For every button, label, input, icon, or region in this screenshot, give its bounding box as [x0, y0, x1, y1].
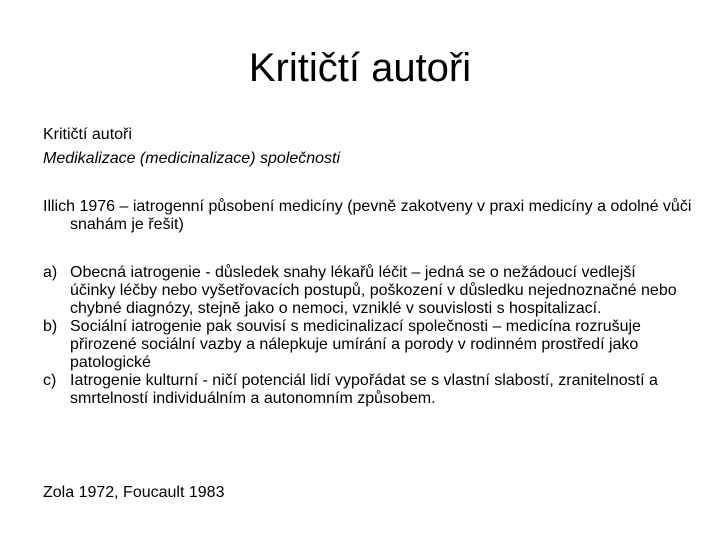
list-marker: a) [43, 264, 58, 281]
list-marker: c) [43, 372, 57, 389]
list-item-c [43, 372, 683, 408]
section-subheading: Medikalizace (medicinalizace) společnosti [43, 150, 341, 167]
list-item-a [43, 264, 683, 318]
section-heading: Kritičtí autoři [43, 126, 132, 143]
references: Zola 1972, Foucault 1983 [43, 484, 225, 501]
illich-paragraph: Illich 1976 – iatrogenní působení medicíny (pevně zakotveny v praxi medicíny a odolné vůči snahám je řešit) [43, 198, 692, 233]
slide-title: Kritičtí autoři [248, 46, 472, 90]
list-item-text: Obecná iatrogenie - důsledek snahy lékařů léčit – jedná se o nežádoucí vedlejší účinky léčby nebo vyšetřovacích postupů, poškození v důsledku nejednoznačné nebo chybné diagnózy, stejně jako o nemoci, vzniklé v souvislosti s hospitalizací. [70, 264, 677, 317]
iatrogenie-list [43, 264, 683, 408]
list-item-text: Sociální iatrogenie pak souvisí s medicinalizací společnosti – medicína rozrušuje přirozené sociální vazby a nálepkuje umírání a porody v rodinném prostředí jako patologické [70, 318, 641, 371]
list-item-b [43, 318, 683, 372]
list-marker: b) [43, 318, 58, 335]
list-item-text: Iatrogenie kulturní - ničí potenciál lidí vypořádat se s vlastní slabostí, zranitelností a smrtelností individuálním a autonomním způsobem. [70, 372, 658, 407]
